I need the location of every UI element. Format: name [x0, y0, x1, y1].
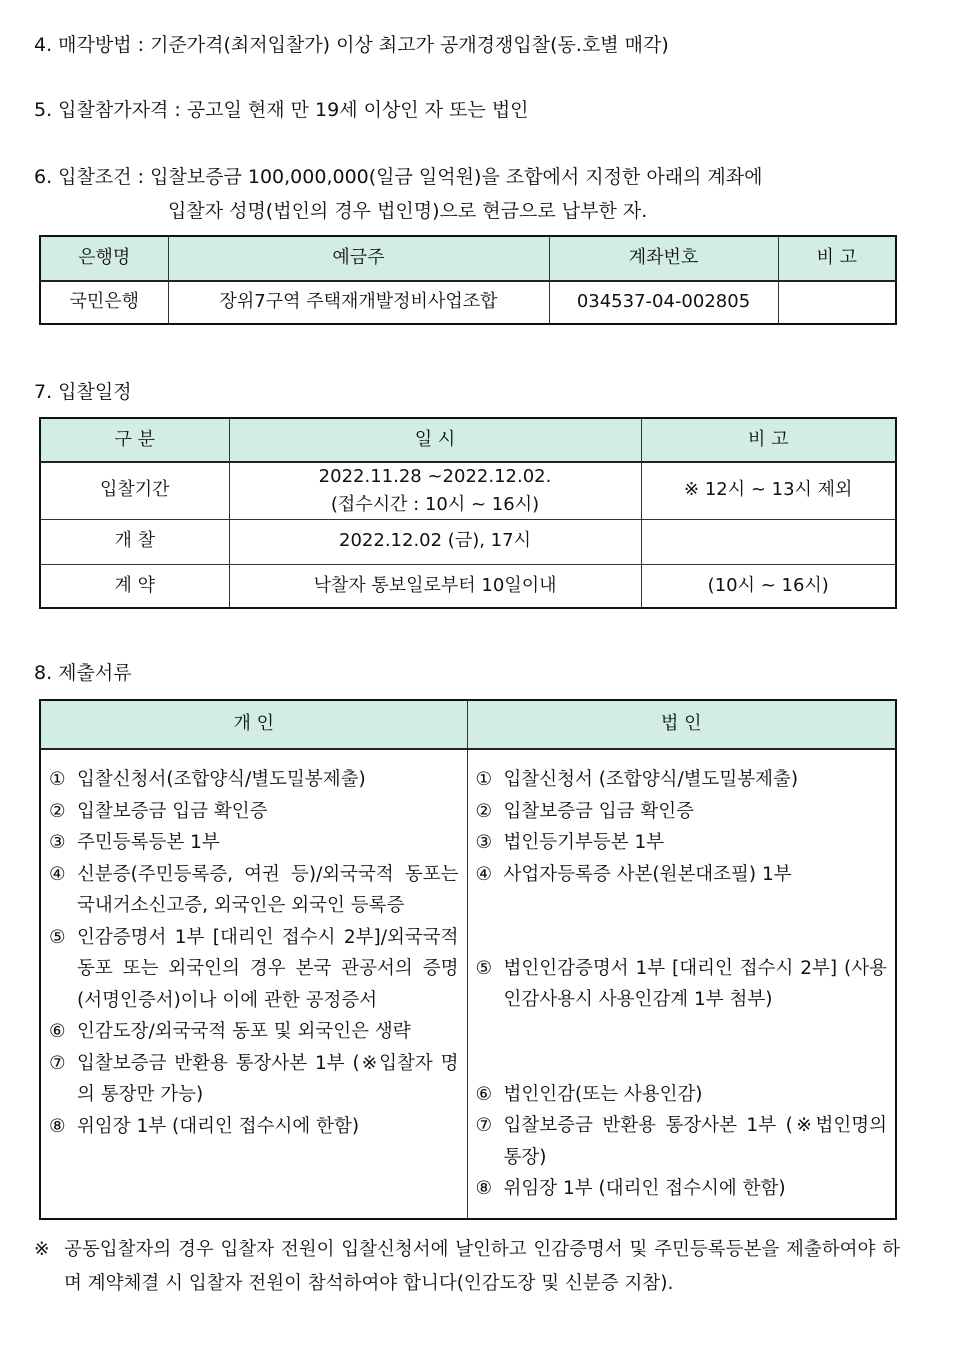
- section-7-schedule-title: 7. 입찰일정: [34, 381, 132, 403]
- bidding-reception-hours: (접수시간 : 10시 ~ 16시): [330, 493, 540, 515]
- bidding-period: 2022.11.28 ~2022.12.02.: [318, 466, 552, 487]
- list-item: ⑦ 입찰보증금 반환용 통장사본 1부 (※입찰자 명의 통장만 가능): [49, 1052, 459, 1105]
- list-item: ③ 법인등기부등본 1부: [475, 832, 665, 853]
- account-header-bank: 은행명: [40, 236, 168, 281]
- schedule-header-category: 구 분: [40, 418, 229, 462]
- individual-documents: [40, 749, 467, 1219]
- list-item: ⑦ 입찰보증금 반환용 통장사본 1부 (※법인명의 통장): [475, 1115, 887, 1168]
- list-item: ② 입찰보증금 입금 확인증: [475, 800, 694, 822]
- list-item: ⑥ 인감도장/외국국적 동포 및 외국인은 생략: [49, 1021, 411, 1042]
- list-item: ⑧ 위임장 1부 (대리인 접수시에 한함): [49, 1115, 360, 1137]
- section-5-eligibility: 5. 입찰참가자격 : 공고일 현재 만 19세 이상인 자 또는 법인: [34, 99, 529, 121]
- schedule-row-opening-date: 2022.12.02 (금), 17시: [229, 519, 641, 564]
- documents-table: [39, 699, 897, 1220]
- schedule-row-contract-note: (10시 ~ 16시): [641, 564, 896, 608]
- list-item: ④ 사업자등록증 사본(원본대조필) 1부: [475, 863, 792, 885]
- account-header-number: 계좌번호: [549, 236, 778, 281]
- corporate-documents: [467, 749, 896, 1219]
- schedule-header-datetime: 일 시: [229, 418, 641, 462]
- schedule-row-bidding-label: 입찰기간: [40, 462, 229, 519]
- schedule-table: [39, 417, 897, 609]
- schedule-row-opening-label: 개 찰: [40, 519, 229, 564]
- list-item: ⑧ 위임장 1부 (대리인 접수시에 한함): [475, 1178, 786, 1199]
- account-header-holder: 예금주: [168, 236, 549, 281]
- reference-mark: ※: [34, 1239, 50, 1260]
- account-bank: 국민은행: [40, 281, 168, 324]
- section-8-documents-title: 8. 제출서류: [34, 662, 132, 684]
- list-item: ⑥ 법인인감(또는 사용인감): [475, 1083, 703, 1105]
- documents-header-corporate: 법 인: [467, 700, 896, 749]
- documents-header-individual: 개 인: [40, 700, 467, 749]
- list-item: ⑤ 인감증명서 1부 [대리인 접수시 2부]/외국국적 동포 또는 외국인의 경우 본국 관공서의 증명(서명인증서)이나 이에 관한 공정증서: [49, 926, 459, 1011]
- section-4-sale-method: 4. 매각방법 : 기준가격(최저입찰가) 이상 최고가 공개경쟁입찰(동.호별 매각): [34, 34, 669, 56]
- account-number: 034537-04-002805: [549, 281, 778, 324]
- section-6-conditions-line1: 6. 입찰조건 : 입찰보증금 100,000,000(일금 일억원)을 조합에서 지정한 아래의 계좌에: [34, 166, 763, 188]
- list-item: ④ 신분증(주민등록증, 여권 등)/외국국적 동포는 국내거소신고증, 외국인은 외국인 등록증: [49, 863, 459, 916]
- account-remarks: [778, 281, 896, 324]
- schedule-row-contract-date: 낙찰자 통보일로부터 10일이내: [229, 564, 641, 608]
- list-item: ⑤ 법인인감증명서 1부 [대리인 접수시 2부] (사용인감사용시 사용인감계 1부 첨부): [475, 957, 887, 1010]
- schedule-header-remarks: 비 고: [641, 418, 896, 462]
- schedule-row-bidding-date: [229, 462, 641, 519]
- account-header-remarks: 비 고: [778, 236, 896, 281]
- schedule-row-bidding-note: ※ 12시 ~ 13시 제외: [641, 462, 896, 519]
- list-item: ① 입찰신청서 (조합양식/별도밀봉제출): [475, 769, 799, 790]
- schedule-row-contract-label: 계 약: [40, 564, 229, 608]
- list-item: ③ 주민등록등본 1부: [49, 832, 220, 853]
- footnote: [34, 1233, 900, 1301]
- list-item: ① 입찰신청서(조합양식/별도밀봉제출): [49, 769, 366, 790]
- account-table: [39, 235, 897, 325]
- section-6-conditions-line2: 입찰자 성명(법인의 경우 법인명)으로 현금으로 납부한 자.: [168, 200, 648, 222]
- account-holder: 장위7구역 주택재개발정비사업조합: [168, 281, 549, 324]
- footnote-text: 공동입찰자의 경우 입찰자 전원이 입찰신청서에 날인하고 인감증명서 및 주민등록등본을 제출하여야 하며 계약체결 시 입찰자 전원이 참석하여야 합니다(인감도장 및 신분증 지참).: [64, 1239, 900, 1294]
- schedule-row-opening-note: [641, 519, 896, 564]
- list-item: ② 입찰보증금 입금 확인증: [49, 800, 268, 822]
